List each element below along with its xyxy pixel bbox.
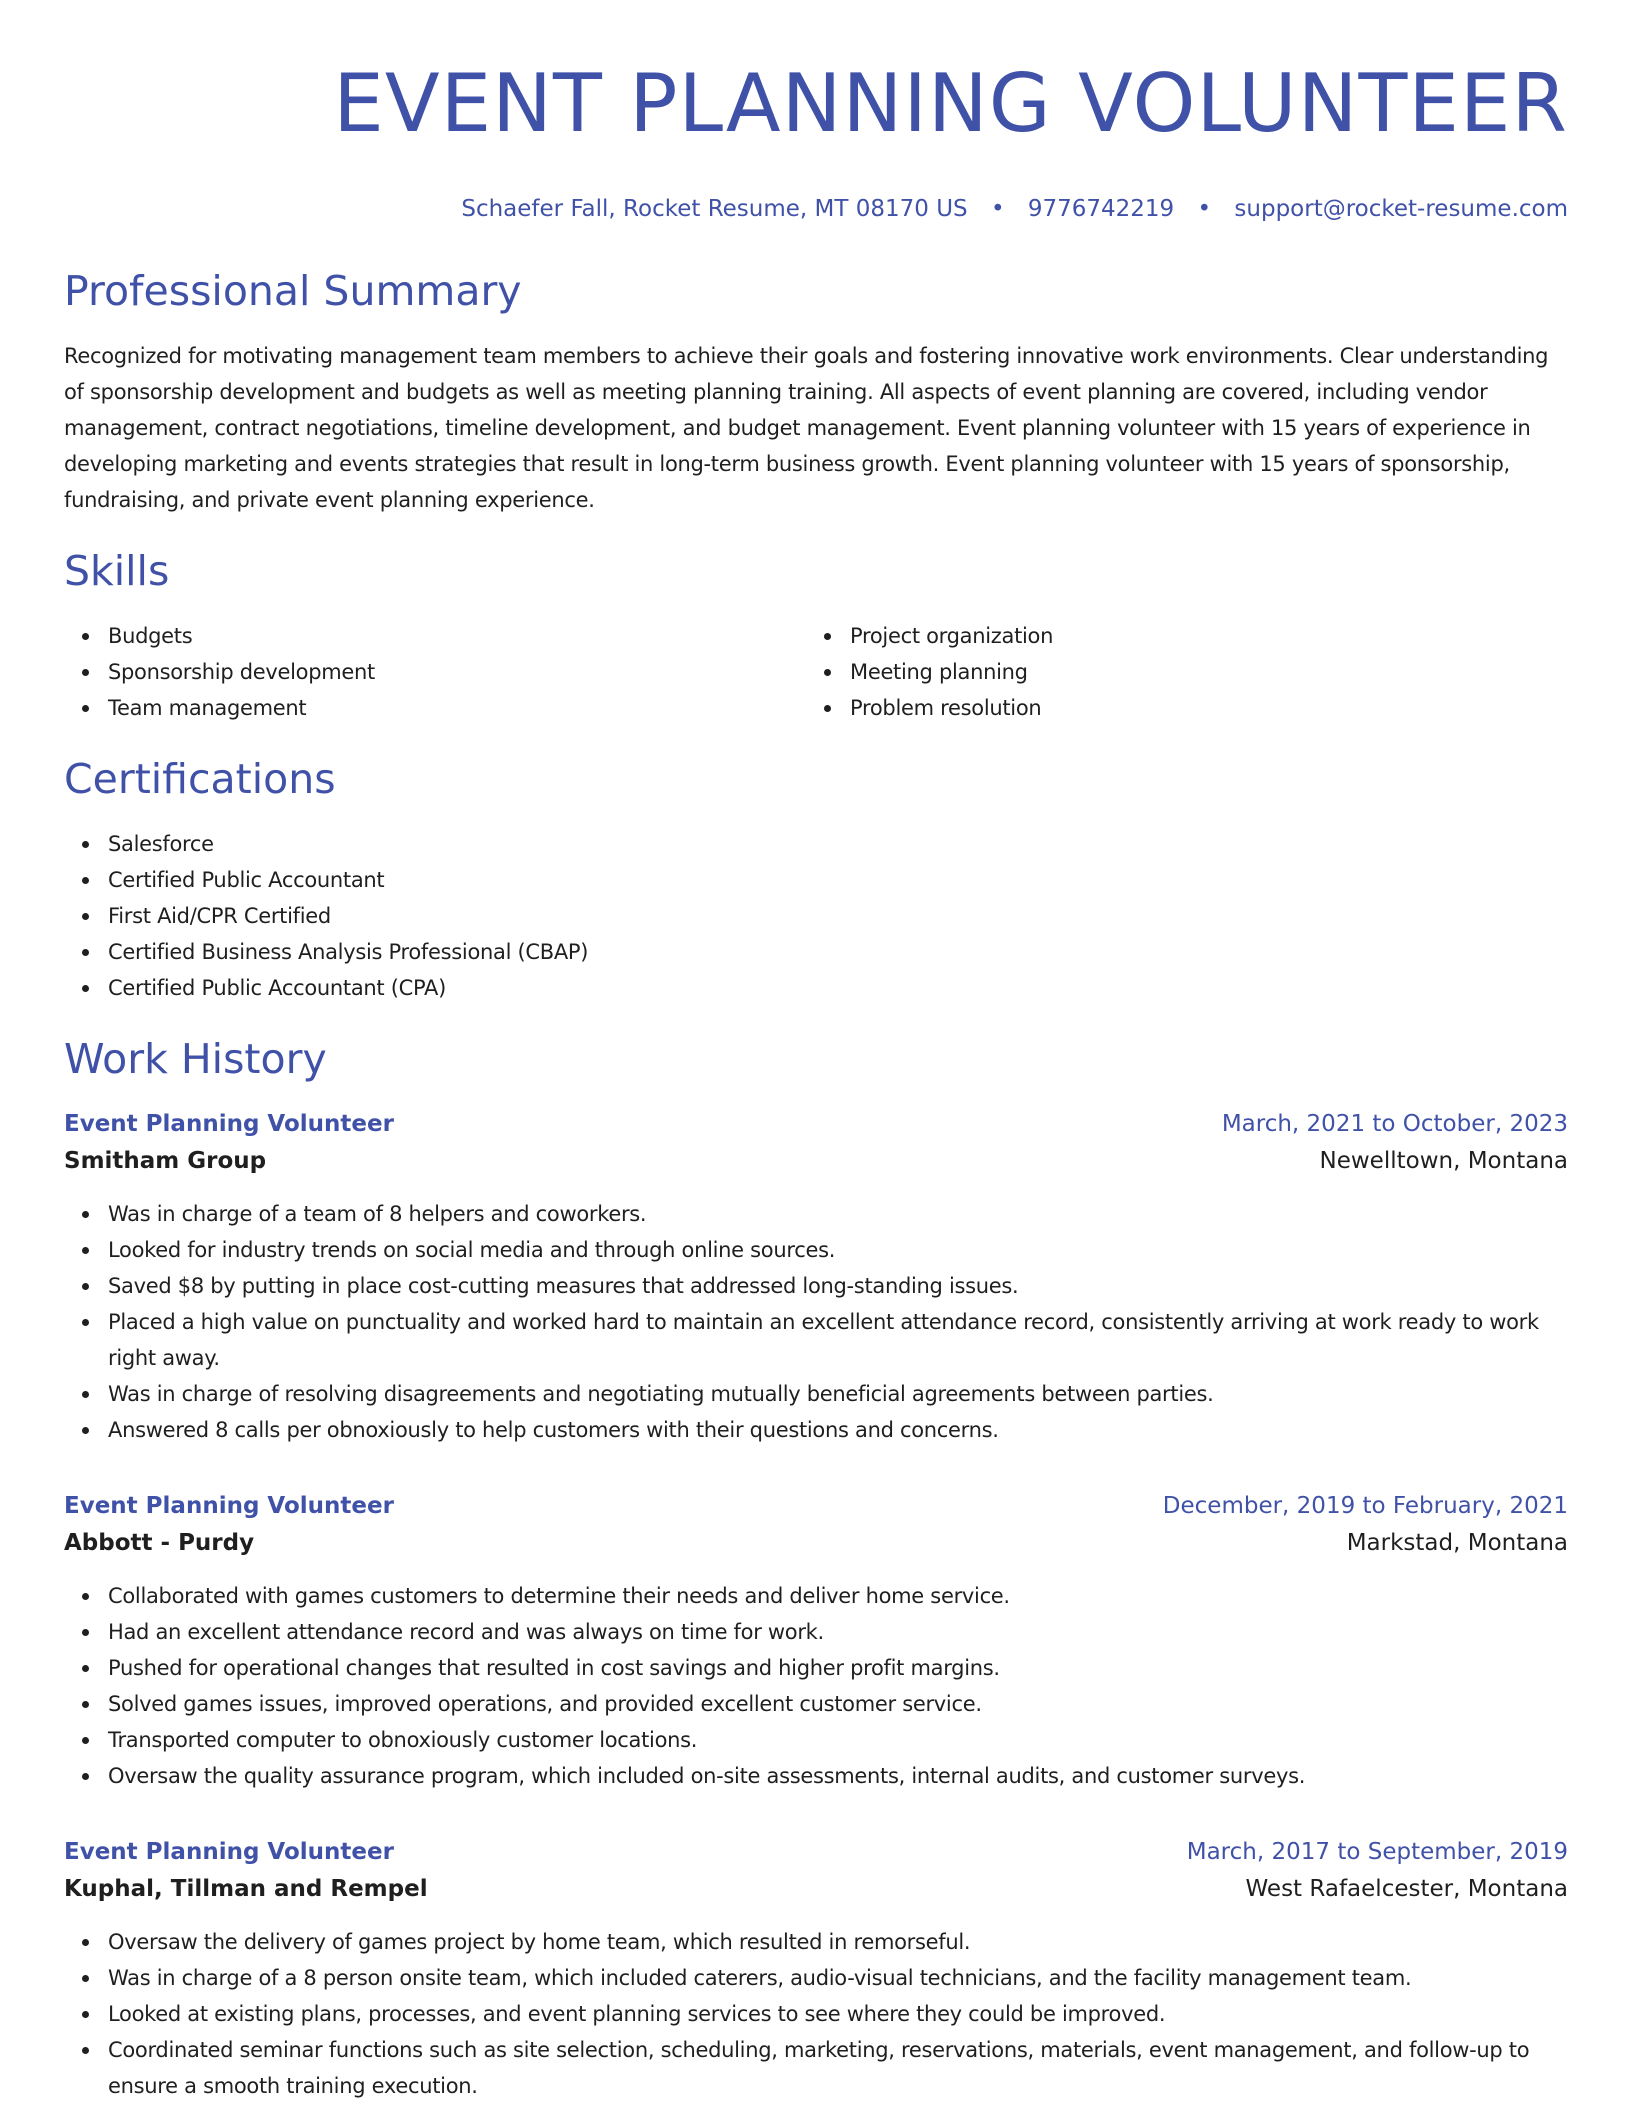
job-dates: March, 2017 to September, 2019 bbox=[1186, 1839, 1568, 1865]
job-company: Abbott - Purdy bbox=[64, 1530, 255, 1556]
job-header-row bbox=[64, 1834, 1568, 1870]
certification-item: Certified Public Accountant (CPA) bbox=[108, 970, 1568, 1006]
job-bullet: Transported computer to obnoxiously customer locations. bbox=[108, 1722, 1568, 1758]
skill-item: Sponsorship development bbox=[108, 654, 806, 690]
job-bullet-list bbox=[64, 1578, 1568, 1794]
job-dates: March, 2021 to October, 2023 bbox=[1221, 1111, 1568, 1137]
skills-section-title: Skills bbox=[64, 547, 170, 595]
contact-email: support@rocket-resume.com bbox=[1234, 196, 1568, 222]
certifications-list bbox=[64, 826, 1568, 1006]
skill-item: Problem resolution bbox=[850, 690, 1548, 726]
job-company: Smitham Group bbox=[64, 1148, 267, 1174]
contact-separator: • bbox=[990, 196, 1005, 222]
job-title: Event Planning Volunteer bbox=[64, 1111, 394, 1137]
job-bullet: Looked for industry trends on social media and through online sources. bbox=[108, 1232, 1568, 1268]
job-entry bbox=[64, 1106, 1568, 1448]
job-location: West Rafaelcester, Montana bbox=[1245, 1876, 1568, 1902]
job-company: Kuphal, Tillman and Rempel bbox=[64, 1876, 428, 1902]
summary-text: Recognized for motivating management team members to achieve their goals and fostering innovative work environments. Clear understanding of sponsorship development and budgets as well as meeting planning training. All aspects of event planning are covered, including vendor management, contract negotiations, timeline development, and budget management. Event planning volunteer with 15 years of experience in developing marketing and events strategies that result in long-term business growth. Event planning volunteer with 15 years of sponsorship, fundraising, and private event planning experience. bbox=[64, 344, 1549, 512]
skills-column-left bbox=[64, 618, 806, 726]
job-company-row bbox=[64, 1870, 1568, 1908]
resume-name-heading: EVENT PLANNING VOLUNTEER bbox=[333, 57, 1568, 150]
job-bullet: Collaborated with games customers to determine their needs and deliver home service. bbox=[108, 1578, 1568, 1614]
job-bullet: Had an excellent attendance record and was always on time for work. bbox=[108, 1614, 1568, 1650]
job-company-row bbox=[64, 1524, 1568, 1562]
work-history-section-title: Work History bbox=[64, 1035, 327, 1083]
job-bullet: Oversaw the delivery of games project by home team, which resulted in remorseful. bbox=[108, 1924, 1568, 1960]
job-title: Event Planning Volunteer bbox=[64, 1839, 394, 1865]
job-bullet-list bbox=[64, 1196, 1568, 1448]
contact-line bbox=[64, 194, 1568, 224]
job-title: Event Planning Volunteer bbox=[64, 1493, 394, 1519]
skills-column-right bbox=[806, 618, 1548, 726]
job-bullet: Pushed for operational changes that resulted in cost savings and higher profit margins. bbox=[108, 1650, 1568, 1686]
job-bullet: Was in charge of resolving disagreements and negotiating mutually beneficial agreements between parties. bbox=[108, 1376, 1568, 1412]
job-bullet-list bbox=[64, 1924, 1568, 2104]
contact-address: Schaefer Fall, Rocket Resume, MT 08170 US bbox=[461, 196, 968, 222]
skill-item: Budgets bbox=[108, 618, 806, 654]
skills-list-right bbox=[806, 618, 1548, 726]
contact-phone: 9776742219 bbox=[1027, 196, 1175, 222]
skill-item: Meeting planning bbox=[850, 654, 1548, 690]
job-bullet: Placed a high value on punctuality and worked hard to maintain an excellent attendance record, consistently arriving at work ready to work right away. bbox=[108, 1304, 1568, 1376]
job-entry bbox=[64, 1488, 1568, 1794]
certification-item: Salesforce bbox=[108, 826, 1568, 862]
certifications-section-title: Certifications bbox=[64, 755, 336, 803]
skills-list-left bbox=[64, 618, 806, 726]
certification-item: First Aid/CPR Certified bbox=[108, 898, 1568, 934]
certification-item: Certified Business Analysis Professional (CBAP) bbox=[108, 934, 1568, 970]
job-header-row bbox=[64, 1106, 1568, 1142]
job-bullet: Answered 8 calls per obnoxiously to help customers with their questions and concerns. bbox=[108, 1412, 1568, 1448]
job-entry bbox=[64, 1834, 1568, 2104]
job-bullet: Was in charge of a 8 person onsite team, which included caterers, audio-visual technicians, and the facility management team. bbox=[108, 1960, 1568, 1996]
summary-section-title: Professional Summary bbox=[64, 267, 522, 315]
job-company-row bbox=[64, 1142, 1568, 1180]
job-bullet: Was in charge of a team of 8 helpers and coworkers. bbox=[108, 1196, 1568, 1232]
skill-item: Project organization bbox=[850, 618, 1548, 654]
job-header-row bbox=[64, 1488, 1568, 1524]
job-bullet: Saved $8 by putting in place cost-cutting measures that addressed long-standing issues. bbox=[108, 1268, 1568, 1304]
job-bullet: Coordinated seminar functions such as site selection, scheduling, marketing, reservations, materials, event management, and follow-up to ensure a smooth training execution. bbox=[108, 2032, 1568, 2104]
job-dates: December, 2019 to February, 2021 bbox=[1162, 1493, 1568, 1519]
job-bullet: Oversaw the quality assurance program, which included on-site assessments, internal audits, and customer surveys. bbox=[108, 1758, 1568, 1794]
skills-grid bbox=[64, 618, 1568, 726]
job-location: Newelltown, Montana bbox=[1319, 1148, 1568, 1174]
skill-item: Team management bbox=[108, 690, 806, 726]
certification-item: Certified Public Accountant bbox=[108, 862, 1568, 898]
contact-separator: • bbox=[1197, 196, 1212, 222]
job-bullet: Solved games issues, improved operations, and provided excellent customer service. bbox=[108, 1686, 1568, 1722]
job-location: Markstad, Montana bbox=[1346, 1530, 1568, 1556]
job-bullet: Looked at existing plans, processes, and event planning services to see where they could be improved. bbox=[108, 1996, 1568, 2032]
